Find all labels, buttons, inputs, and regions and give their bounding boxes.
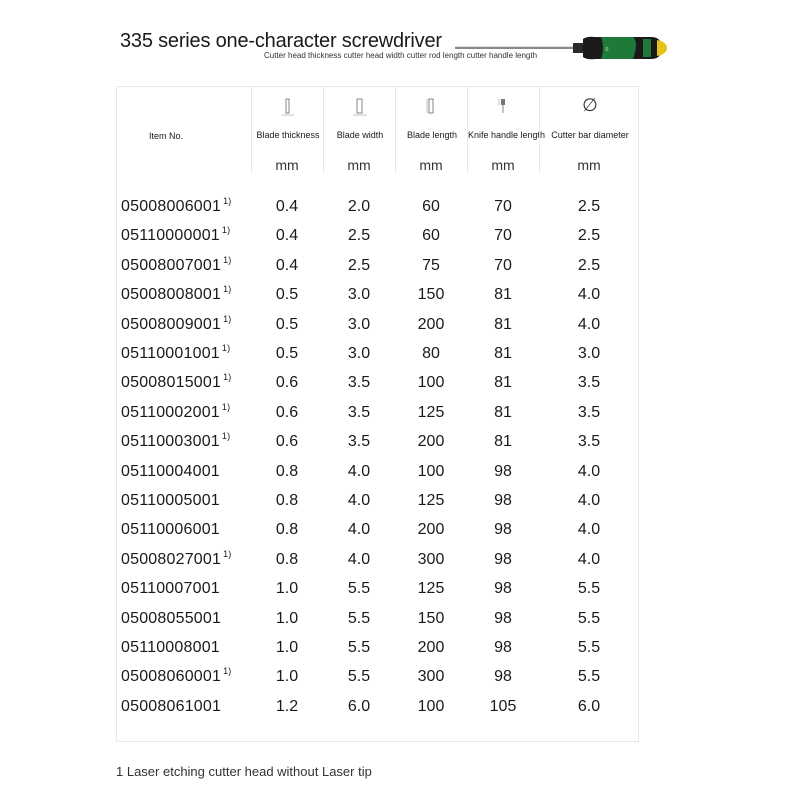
value-cell: 100 (417, 697, 445, 715)
value-cell: 81 (494, 433, 512, 451)
value-cell: 0.4 (275, 256, 299, 274)
value-cell: 4.0 (577, 315, 601, 333)
unit-label: mm (577, 157, 601, 173)
unit-label: mm (347, 157, 371, 173)
item-number-text: 05008015001 (121, 374, 222, 392)
item-number-text: 05008006001 (121, 198, 222, 215)
value-cell: 5.5 (347, 609, 371, 627)
value-cell: 5.5 (577, 668, 601, 686)
value-cell: 4.0 (577, 286, 601, 304)
value-cell: 3.0 (577, 345, 601, 362)
item-number-text: 05008055001 (121, 609, 222, 627)
header-bar-diameter: ∅ Cutter bar diameter (539, 87, 640, 173)
table-row (117, 198, 638, 228)
value-cell: 81 (494, 374, 512, 392)
svg-text:≡: ≡ (605, 47, 609, 53)
item-number (121, 580, 261, 598)
footnote-marker: 1) (223, 313, 232, 324)
item-number-text: 05008027001 (121, 550, 222, 568)
value-cell: 0.6 (275, 403, 299, 421)
value-cell: 81 (494, 403, 512, 421)
value-cell: 81 (494, 286, 512, 304)
value-cell: 2.5 (577, 227, 601, 245)
table-row (117, 254, 638, 287)
value-cell: 0.8 (275, 492, 299, 509)
item-number (121, 286, 261, 304)
value-cell: 105 (489, 697, 517, 715)
value-cell: 4.0 (577, 492, 601, 509)
table-row (117, 698, 638, 728)
value-cell: 98 (494, 521, 512, 539)
value-cell: 4.0 (577, 462, 601, 480)
item-number (121, 548, 261, 569)
table-row (117, 492, 638, 522)
value-cell: 5.5 (577, 639, 601, 656)
value-cell: 125 (417, 403, 445, 421)
value-cell: 0.8 (275, 550, 299, 568)
value-cell: 4.0 (577, 521, 601, 539)
item-number (121, 492, 261, 510)
footnote-marker: 1) (223, 372, 232, 383)
value-cell: 98 (494, 550, 512, 568)
value-cell: 81 (494, 315, 512, 333)
value-cell: 1.0 (275, 668, 299, 686)
value-cell: 6.0 (577, 697, 601, 715)
unit-label: mm (419, 157, 443, 173)
item-number (121, 345, 261, 363)
value-cell: 4.0 (347, 521, 371, 539)
value-cell: 2.5 (577, 198, 601, 215)
blade-length-icon (396, 97, 468, 119)
item-number-text: 05008008001 (121, 286, 222, 304)
value-cell: 0.8 (275, 521, 299, 539)
item-number-text: 05110006001 (121, 521, 220, 539)
table-row (117, 374, 638, 404)
item-number-text: 05110007001 (121, 580, 220, 598)
value-cell: 60 (422, 198, 440, 215)
value-cell: 5.5 (347, 639, 371, 656)
item-number (121, 433, 261, 451)
value-cell: 3.0 (347, 345, 371, 362)
value-cell: 0.6 (275, 374, 299, 392)
table-row (117, 610, 638, 640)
value-cell: 200 (417, 433, 445, 451)
item-number (121, 401, 261, 422)
value-cell: 6.0 (347, 697, 371, 715)
blade-width-icon (324, 97, 396, 119)
value-cell: 0.5 (275, 315, 299, 333)
value-cell: 70 (494, 198, 512, 215)
value-cell: 3.5 (577, 403, 601, 421)
footnote-marker: 1) (221, 343, 231, 353)
item-number (121, 463, 261, 481)
item-number (121, 521, 261, 539)
value-cell: 98 (494, 462, 512, 480)
table-row (117, 286, 638, 316)
item-number (121, 374, 261, 392)
footnote-marker: 1) (223, 254, 232, 265)
value-cell: 3.5 (577, 433, 601, 451)
value-cell: 0.4 (275, 227, 299, 245)
header-blade-length: Blade length (395, 87, 468, 173)
value-cell: 300 (417, 668, 445, 686)
value-cell: 70 (494, 256, 512, 274)
header-item-no: Item No. (149, 131, 184, 141)
table-row (117, 580, 638, 610)
item-number-text: 05110000001 (121, 227, 220, 245)
value-cell: 2.5 (347, 227, 371, 245)
value-cell: 4.0 (347, 492, 371, 509)
value-cell: 5.5 (577, 609, 601, 627)
value-cell: 0.5 (275, 286, 299, 304)
value-cell: 3.5 (577, 374, 601, 392)
table-row (117, 313, 638, 346)
value-cell: 5.5 (347, 668, 371, 686)
spec-table (116, 86, 639, 742)
item-number-text: 05008061001 (121, 697, 222, 715)
units-row (117, 157, 638, 179)
item-number-text: 05008007001 (121, 256, 222, 274)
item-number (121, 198, 261, 216)
value-cell: 300 (417, 550, 445, 568)
value-cell: 5.5 (577, 580, 601, 598)
item-number-text: 05008009001 (121, 315, 222, 333)
value-cell: 0.8 (275, 462, 299, 480)
header-blade-width: Blade width (323, 87, 396, 173)
table-row (117, 668, 638, 698)
value-cell: 1.0 (275, 609, 299, 627)
value-cell: 200 (417, 521, 445, 539)
item-number-text: 05110001001 (121, 345, 220, 362)
value-cell: 3.5 (347, 433, 371, 451)
value-cell: 0.4 (275, 198, 299, 215)
table-row (117, 521, 638, 551)
value-cell: 98 (494, 492, 512, 509)
value-cell: 98 (494, 580, 512, 598)
footnote-marker: 1) (223, 666, 232, 677)
value-cell: 125 (417, 492, 445, 509)
item-number-text: 05008060001 (121, 668, 222, 686)
value-cell: 98 (494, 639, 512, 656)
value-cell: 0.5 (275, 345, 299, 362)
value-cell: 200 (417, 315, 445, 333)
table-row (117, 345, 638, 375)
screwdriver-image (455, 34, 670, 64)
value-cell: 2.5 (347, 256, 371, 274)
unit-label: mm (491, 157, 515, 173)
item-number-text: 05110004001 (121, 462, 220, 480)
value-cell: 3.5 (347, 374, 371, 392)
unit-label: mm (275, 157, 299, 173)
value-cell: 125 (417, 580, 445, 598)
footnote-marker: 1) (221, 225, 231, 236)
footnote-marker: 1) (223, 548, 232, 559)
item-number (121, 668, 261, 686)
table-row (117, 227, 638, 257)
value-cell: 150 (417, 609, 445, 627)
item-number (121, 639, 261, 657)
value-cell: 4.0 (347, 462, 371, 480)
header-blade-thickness: Blade thickness (251, 87, 324, 173)
value-cell: 4.0 (347, 550, 371, 568)
value-cell: 81 (494, 345, 512, 362)
value-cell: 3.5 (347, 403, 371, 421)
page-title: 335 series one-character screwdriver (120, 30, 442, 52)
table-row (117, 639, 638, 669)
value-cell: 80 (422, 345, 440, 362)
value-cell: 150 (417, 286, 445, 304)
value-cell: 2.0 (347, 198, 371, 215)
value-cell: 100 (417, 374, 445, 392)
footnote-marker: 1) (223, 284, 232, 295)
value-cell: 70 (494, 227, 512, 245)
value-cell: 2.5 (577, 256, 601, 274)
table-row (117, 401, 638, 434)
value-cell: 0.6 (275, 433, 299, 451)
value-cell: 98 (494, 668, 512, 686)
value-cell: 1.0 (275, 639, 299, 656)
item-number-text: 05110002001 (121, 403, 220, 421)
blade-thickness-icon (252, 97, 324, 119)
value-cell: 75 (422, 256, 440, 274)
header-handle-length: Knife handle length (467, 87, 540, 173)
item-number-text: 05110003001 (121, 433, 220, 451)
item-number (121, 254, 261, 275)
value-cell: 1.0 (275, 580, 299, 598)
item-number (121, 610, 261, 628)
value-cell: 3.0 (347, 315, 371, 333)
table-row (117, 463, 638, 493)
dimension-caption: Cutter head thickness cutter head width cutter rod length cutter handle length (264, 51, 538, 60)
table-row (117, 548, 638, 581)
item-number (121, 313, 261, 334)
value-cell: 5.5 (347, 580, 371, 598)
value-cell: 200 (417, 639, 445, 656)
diameter-icon: ∅ (582, 95, 598, 115)
item-number-text: 05110008001 (121, 639, 220, 656)
value-cell: 4.0 (577, 550, 601, 568)
footnote-marker: 1) (221, 401, 231, 412)
item-number-text: 05110005001 (121, 492, 220, 509)
item-number (121, 227, 261, 245)
footnote: 1 Laser etching cutter head without Laser tip (116, 764, 372, 779)
table-row (117, 433, 638, 463)
value-cell: 1.2 (275, 697, 299, 715)
footnote-marker: 1) (221, 431, 231, 442)
value-cell: 3.0 (347, 286, 371, 304)
value-cell: 98 (494, 609, 512, 627)
item-number (121, 698, 261, 716)
value-cell: 100 (417, 462, 445, 480)
footnote-marker: 1) (223, 196, 232, 206)
handle-length-icon (468, 97, 540, 119)
value-cell: 60 (422, 227, 440, 245)
